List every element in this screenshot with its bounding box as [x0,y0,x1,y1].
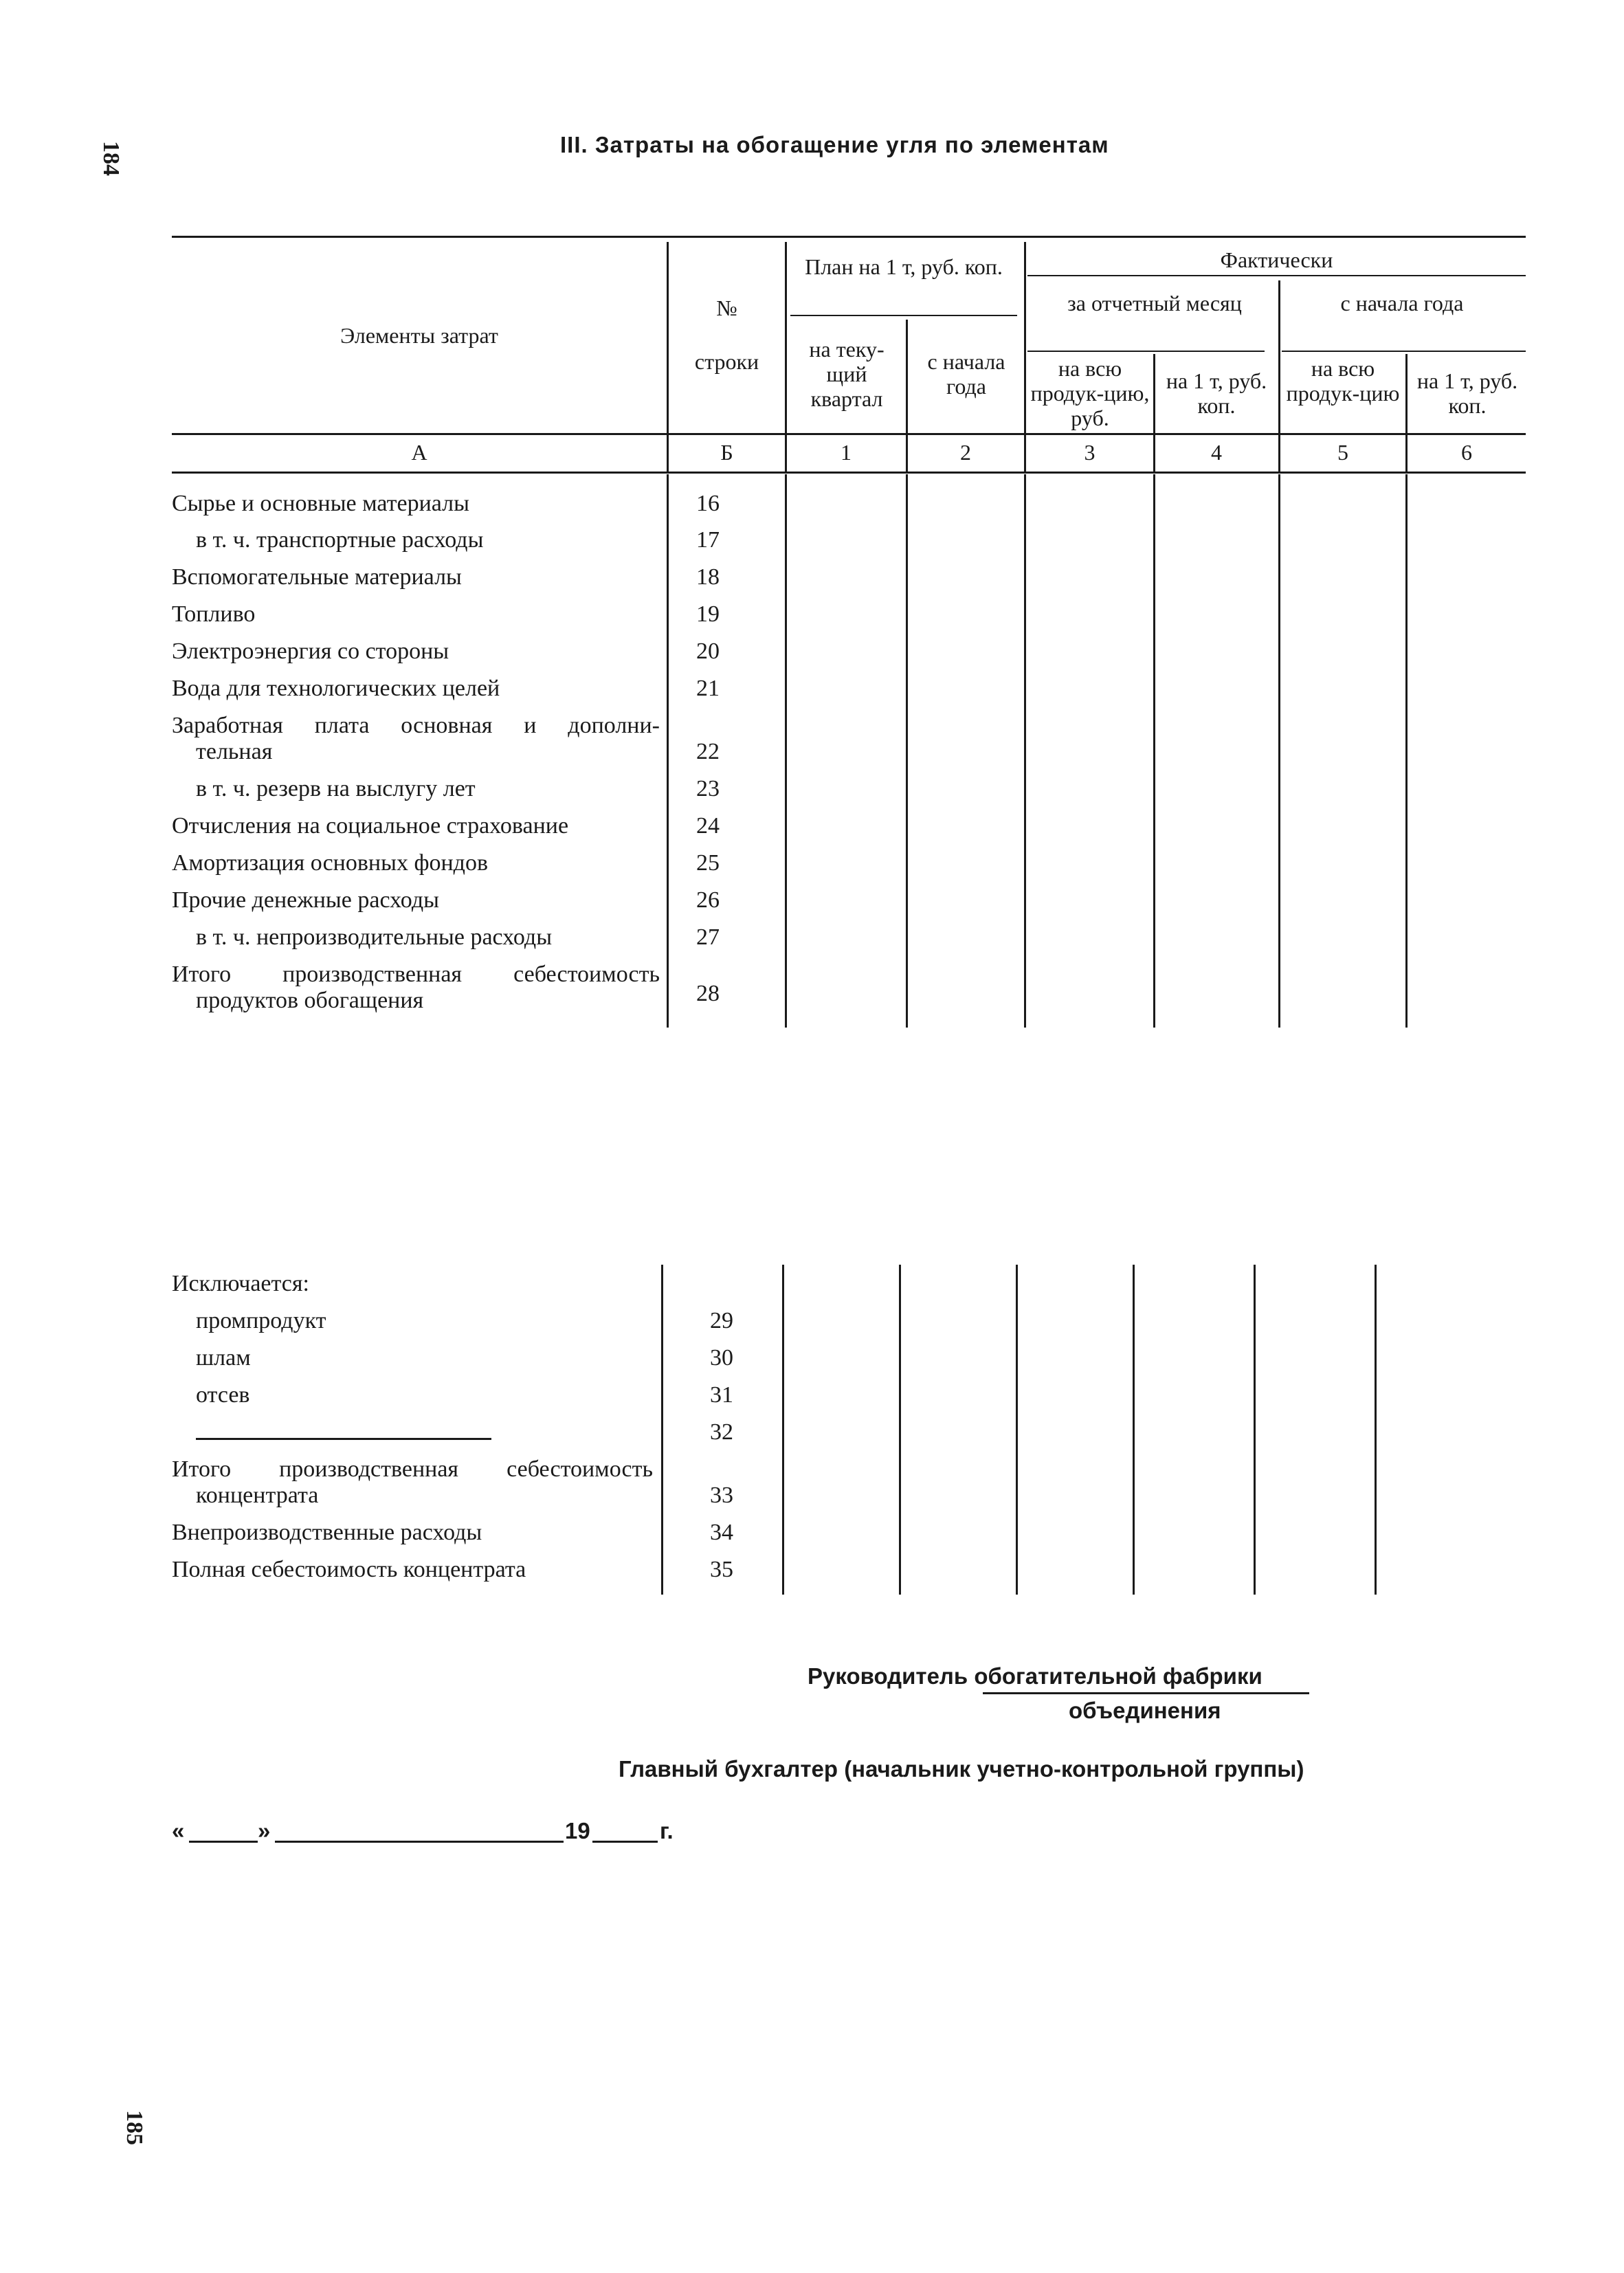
row-label: Топливо [172,601,256,627]
actual-subrule [1027,275,1526,276]
row-label: Внепроизводственные расходы [172,1520,482,1545]
ex-divider-5 [1254,1265,1256,1595]
row-number: 24 [696,813,720,839]
row-number: 23 [696,776,720,801]
row-label: Прочие денежные расходы [172,887,439,913]
row-label: Электроэнергия со стороны [172,639,449,664]
page-number-bottom: 185 [122,2110,147,2145]
row-number: 22 [696,739,720,764]
code-3: 3 [1084,440,1095,465]
code-1: 1 [841,440,852,465]
code-5: 5 [1337,440,1348,465]
row-label: Амортизация основных фондов [172,850,489,876]
row-label: Отчисления на социальное страхование [172,813,569,839]
ex-divider-3 [1016,1265,1018,1595]
row-label-continued: тельная [196,739,273,764]
page-number-top: 184 [98,141,124,176]
row-number: 33 [710,1483,733,1508]
col-divider-1 [785,242,787,472]
plan-subrule [790,315,1017,316]
code-a: А [411,440,427,465]
col-divider-num [667,242,669,472]
date-open-quote: « [172,1818,185,1843]
header-report-month: за отчетный месяц [1067,291,1242,315]
row-number: 16 [696,491,720,516]
header-plan: План на 1 т, руб. коп. [805,254,1003,279]
date-year-suffix: г. [660,1818,674,1843]
header-all-output-rub: на всю продук-цию, руб. [1030,356,1150,430]
col-divider-3 [1024,242,1026,472]
body-divider-6 [1405,474,1408,1028]
row-label: в т. ч. резерв на выслугу лет [196,776,476,801]
date-month-line [275,1841,564,1843]
row-number: 20 [696,639,720,664]
row-label: в т. ч. непроизводительные расходы [196,924,553,950]
blank-row-line [196,1438,491,1440]
ex-divider-4 [1133,1265,1135,1595]
row-number: 17 [696,527,720,553]
table-top-rule [172,236,1526,238]
excluded-heading: Исключается: [172,1271,309,1296]
row-number: 18 [696,564,720,590]
code-2: 2 [960,440,971,465]
header-actual: Фактически [1220,247,1333,272]
body-divider-5 [1278,474,1280,1028]
row-label: шлам [196,1345,251,1371]
body-divider-3 [1024,474,1026,1028]
header-num-label: строки [694,349,759,374]
signature-head-line [983,1692,1309,1694]
row-label-continued: концентрата [196,1483,319,1508]
signature-head: Руководитель обогатительной фабрики [808,1663,1263,1689]
header-num-sign: № [716,296,737,320]
row-label-continued: продуктов обогащения [196,988,424,1013]
code-4: 4 [1211,440,1222,465]
date-close-quote: » [258,1818,271,1843]
row-number: 34 [710,1520,733,1545]
row-number: 35 [710,1557,733,1582]
header-all-output: на всю продук-цию [1286,356,1400,406]
body-divider-1 [785,474,787,1028]
row-label: Сырье и основные материалы [172,491,469,516]
year-subrule [1282,351,1526,352]
code-b: Б [720,440,733,465]
signature-assoc: объединения [1069,1698,1221,1723]
header-year-start: с начала года [1340,291,1464,315]
header-plan-year: с начала года [927,349,1005,399]
header-per-ton-2: на 1 т, руб. коп. [1416,368,1518,418]
month-subrule [1027,351,1265,352]
row-number: 28 [696,981,720,1006]
row-label: Итого производственная себестоимость [172,1456,653,1482]
body-divider-4 [1153,474,1155,1028]
header-plan-quarter: на теку-щий квартал [809,337,885,411]
row-number: 27 [696,924,720,950]
row-label: Заработная плата основная и дополни- [172,713,660,738]
row-number: 26 [696,887,720,913]
row-number: 29 [710,1308,733,1333]
row-label: промпродукт [196,1308,326,1333]
row-label: Вспомогательные материалы [172,564,462,590]
section-title: III. Затраты на обогащение угля по элементам [560,132,1109,157]
row-number: 30 [710,1345,733,1371]
ex-divider-2 [899,1265,901,1595]
row-label: в т. ч. транспортные расходы [196,527,484,553]
row-label: отсев [196,1382,250,1408]
ex-divider-num [661,1265,663,1595]
row-number: 32 [710,1419,733,1445]
ex-divider-6 [1375,1265,1377,1595]
header-elements: Элементы затрат [340,323,498,348]
row-number: 31 [710,1382,733,1408]
header-bottom-rule [172,433,1526,435]
row-label: Вода для технологических целей [172,676,500,701]
signature-accountant: Главный бухгалтер (начальник учетно-контрольной группы) [619,1756,1304,1782]
row-label: Итого производственная себестоимость [172,962,660,987]
header-per-ton: на 1 т, руб. коп. [1166,368,1267,418]
date-year-prefix: 19 [565,1818,590,1843]
codes-bottom-rule [172,472,1526,474]
row-number: 21 [696,676,720,701]
row-label: Полная себестоимость концентрата [172,1557,526,1582]
row-number: 25 [696,850,720,876]
ex-divider-1 [782,1265,784,1595]
body-divider-2 [906,474,908,1028]
code-6: 6 [1461,440,1472,465]
date-day-line [189,1841,258,1843]
row-number: 19 [696,601,720,627]
date-year-line [592,1841,658,1843]
